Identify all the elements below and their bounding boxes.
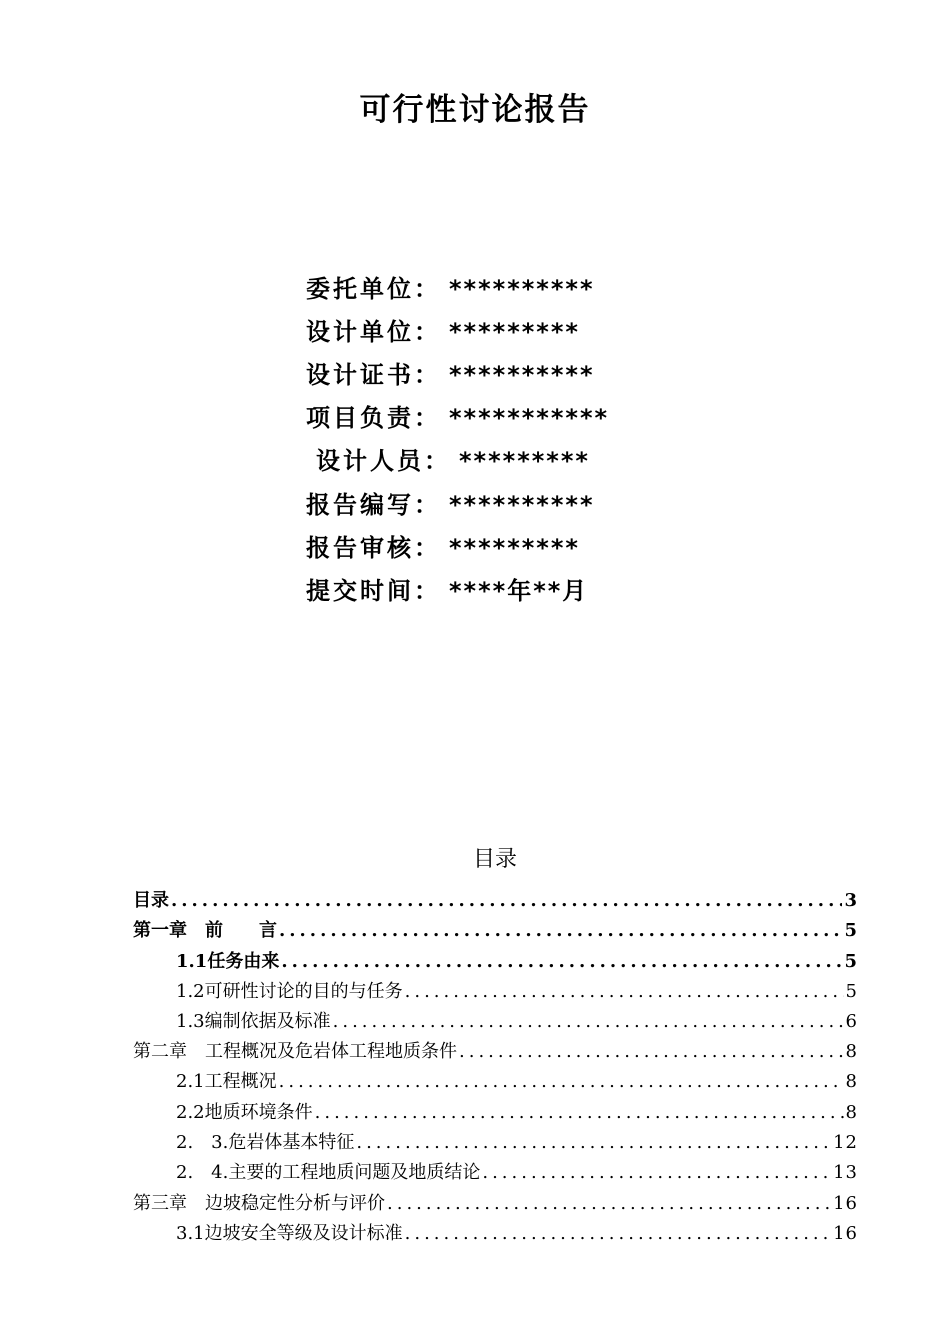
info-row-design-unit xyxy=(306,317,580,347)
toc-entry[interactable] xyxy=(176,1068,858,1096)
toc-entry[interactable] xyxy=(176,1008,858,1036)
toc-entry-label: 2.2地质环境条件 xyxy=(176,1102,313,1123)
toc-entry[interactable] xyxy=(133,917,858,945)
toc-leader-dots xyxy=(405,1220,831,1248)
toc-entry-page: 16 xyxy=(833,1223,858,1244)
toc-entry-page: 3 xyxy=(844,890,858,911)
info-value: ********** xyxy=(449,491,595,519)
info-label: 提交时间： xyxy=(306,577,441,605)
info-label: 设计证书： xyxy=(306,361,441,389)
info-value: ********** xyxy=(449,361,595,389)
info-value: ********* xyxy=(449,534,580,562)
toc-entry-label: 第一章 前 言 xyxy=(133,920,277,941)
toc-entry-page: 5 xyxy=(844,951,858,972)
toc-leader-dots xyxy=(405,978,844,1006)
toc-entry-label: 1.1任务由来 xyxy=(176,951,280,972)
info-label: 报告编写： xyxy=(306,491,441,519)
toc-leader-dots xyxy=(387,1190,831,1218)
toc-entry-label: 2. 3.危岩体基本特征 xyxy=(176,1132,355,1153)
info-row-reviewer xyxy=(306,533,580,563)
toc-leader-dots xyxy=(459,1038,844,1066)
info-row-client xyxy=(306,274,595,304)
toc-entry-label: 2.1工程概况 xyxy=(176,1071,277,1092)
info-value: ********** xyxy=(449,275,595,303)
report-title: 可行性讨论报告 xyxy=(359,92,591,128)
toc-entry-label: 第三章 边坡稳定性分析与评价 xyxy=(133,1193,385,1214)
info-value: *********** xyxy=(449,404,610,432)
info-label: 委托单位： xyxy=(306,275,441,303)
toc-heading: 目录 xyxy=(472,847,517,872)
info-value: ****年**月 xyxy=(449,577,589,605)
toc-entry-label: 第二章 工程概况及危岩体工程地质条件 xyxy=(133,1041,457,1062)
toc-leader-dots xyxy=(315,1099,844,1127)
toc-entry[interactable] xyxy=(133,1038,858,1066)
toc-entry-label: 3.1边坡安全等级及设计标准 xyxy=(176,1223,403,1244)
info-row-project-lead xyxy=(306,403,609,433)
info-row-certificate xyxy=(306,360,595,390)
toc-leader-dots xyxy=(279,917,842,945)
toc-entry-page: 8 xyxy=(845,1041,858,1062)
info-value: ********* xyxy=(449,318,580,346)
toc-entry[interactable] xyxy=(176,1159,858,1187)
toc-entry-page: 8 xyxy=(845,1071,858,1092)
toc-entry[interactable] xyxy=(133,1190,858,1218)
toc-entry[interactable] xyxy=(176,1129,858,1157)
toc-leader-dots xyxy=(356,1129,831,1157)
toc-entry[interactable] xyxy=(176,978,858,1006)
toc-entry-label: 1.3编制依据及标准 xyxy=(176,1011,331,1032)
toc-entry-page: 6 xyxy=(845,1011,858,1032)
info-row-submit-date xyxy=(306,576,588,606)
toc-entry-page: 5 xyxy=(845,981,858,1002)
info-row-author xyxy=(306,490,595,520)
toc-entry-page: 13 xyxy=(833,1162,858,1183)
info-label: 报告审核： xyxy=(306,534,441,562)
toc-entry-page: 12 xyxy=(833,1132,858,1153)
toc-entry-page: 8 xyxy=(845,1102,858,1123)
toc-entry-page: 16 xyxy=(833,1193,858,1214)
info-label: 项目负责： xyxy=(306,404,441,432)
toc-leader-dots xyxy=(482,1159,831,1187)
toc-entry[interactable] xyxy=(176,948,858,976)
toc-leader-dots xyxy=(281,948,842,976)
toc-leader-dots xyxy=(171,887,842,915)
info-value: ********* xyxy=(459,447,590,475)
toc-entry[interactable] xyxy=(176,1220,858,1248)
info-label: 设计单位： xyxy=(306,318,441,346)
info-row-designers xyxy=(316,446,590,476)
toc-entry[interactable] xyxy=(133,887,858,915)
toc-entry[interactable] xyxy=(176,1099,858,1127)
toc-leader-dots xyxy=(279,1068,844,1096)
toc-entry-label: 1.2可研性讨论的目的与任务 xyxy=(176,981,403,1002)
toc-entry-label: 目录 xyxy=(133,890,169,911)
toc-entry-label: 2. 4.主要的工程地质问题及地质结论 xyxy=(176,1162,481,1183)
toc-leader-dots xyxy=(333,1008,844,1036)
toc-entry-page: 5 xyxy=(844,920,858,941)
info-label: 设计人员： xyxy=(316,447,451,475)
